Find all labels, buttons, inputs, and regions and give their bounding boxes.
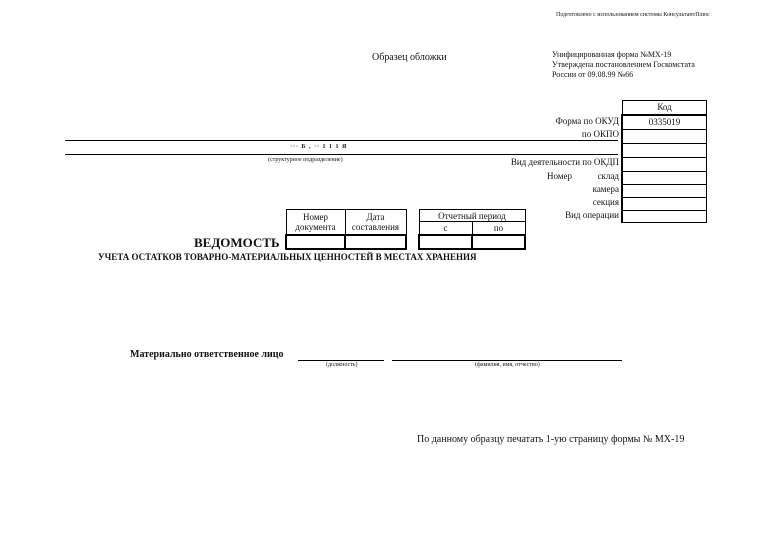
- subdivision-line: [65, 154, 618, 155]
- name-caption: (фамилия, имя, отчество): [475, 362, 540, 368]
- codes-table: [622, 100, 707, 223]
- period-header: Отчетный период: [419, 210, 525, 222]
- doc-table: [285, 209, 407, 250]
- okud-label: Форма по ОКУД: [555, 116, 619, 126]
- consultant-note: Подготовлено с использованием системы КонсультантПлюс: [556, 12, 710, 18]
- organization-line: [65, 140, 618, 141]
- sample-title: Образец обложки: [372, 52, 447, 63]
- chamber-label: камера: [592, 184, 619, 194]
- okpo-label: по ОКПО: [581, 129, 619, 139]
- responsible-person-label: Материально ответственное лицо: [130, 349, 284, 360]
- form-info-line3: России от 09.08.99 №66: [552, 70, 634, 79]
- form-info-line2: Утверждена постановлением Госкомстата: [552, 60, 695, 69]
- operation-label: Вид операции: [565, 210, 619, 220]
- form-info: [552, 50, 695, 80]
- section-label: секция: [592, 197, 619, 207]
- document-subtitle: УЧЕТА ОСТАТКОВ ТОВАРНО-МАТЕРИАЛЬНЫХ ЦЕННОСТЕЙ В МЕСТАХ ХРАНЕНИЯ: [98, 252, 477, 262]
- okud-value: 0335019: [648, 117, 681, 127]
- doc-number-header: Номер документа: [286, 210, 345, 236]
- number-label: Номер: [546, 171, 572, 181]
- okdp-label: Вид деятельности по ОКДП: [510, 157, 619, 167]
- doc-number-cell: [286, 235, 345, 249]
- position-line[interactable]: [298, 360, 384, 361]
- warehouse-label: склад: [597, 171, 619, 181]
- period-from-cell: [419, 235, 472, 249]
- period-table: [418, 209, 526, 250]
- codes-header: Код: [657, 102, 672, 112]
- document-title: ВЕДОМОСТЬ: [194, 235, 280, 250]
- period-to-header: по: [472, 222, 525, 236]
- name-line[interactable]: [392, 360, 622, 361]
- footer-note: По данному образцу печатать 1-ую страницу формы № МХ-19: [417, 434, 685, 445]
- subdivision-caption: (структурное подразделение): [268, 157, 343, 163]
- doc-date-cell: [345, 235, 406, 249]
- doc-date-header: Дата составления: [345, 210, 406, 236]
- position-caption: (должность): [326, 362, 358, 368]
- period-to-cell: [472, 235, 525, 249]
- period-from-header: с: [419, 222, 472, 236]
- organization-text: ··· Б , ·· 1 1 1 Я: [290, 144, 348, 150]
- form-info-line1: Унифицированная форма №МХ-19: [552, 50, 672, 59]
